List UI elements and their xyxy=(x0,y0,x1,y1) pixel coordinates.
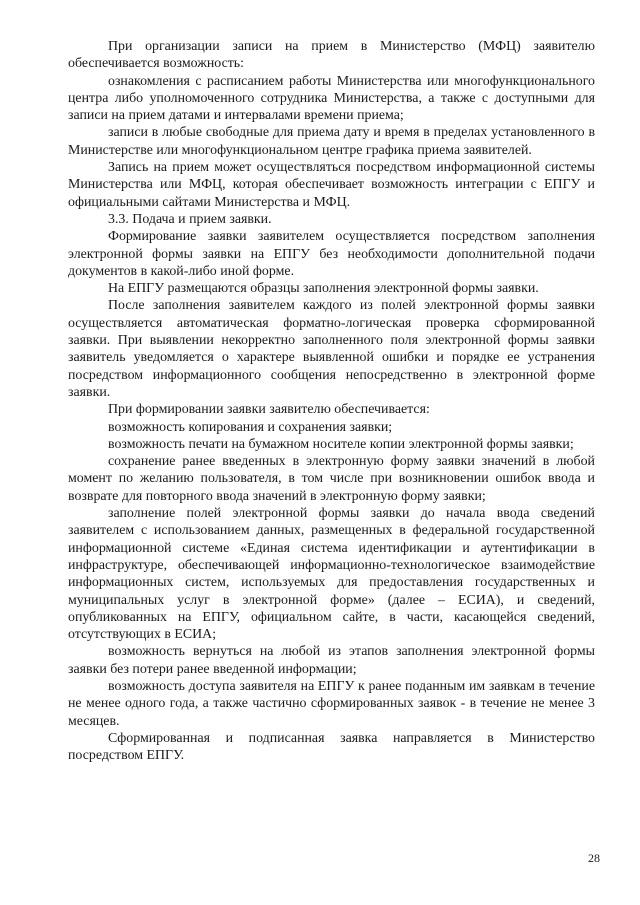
paragraph: возможность печати на бумажном носителе копии электронной формы заявки; xyxy=(108,436,574,452)
section-heading: 3.3. Подача и прием заявки. xyxy=(108,211,272,227)
document-body xyxy=(68,38,595,764)
paragraph: При формировании заявки заявителю обеспечивается: xyxy=(108,402,430,418)
paragraph: заполнение полей электронной формы заявки до начала ввода сведений заявителем с использованием данных, размещенных в федеральной государственной информационной системе «Единая система идентификации и аутентификации в инфраструктуре, обеспечивающей информационно-технологическое взаимодействие информационных систем, используемых для предоставления государственных и муниципальных услуг в электронной форме» (далее – ЕСИА), и сведений, опубликованных на ЕПГУ, официальном сайте, в части, касающейся сведений, отсутствующих в ЕСИА; xyxy=(68,506,595,643)
paragraph: Сформированная и подписанная заявка направляется в Министерство посредством ЕПГУ. xyxy=(68,730,595,764)
paragraph: На ЕПГУ размещаются образцы заполнения электронной формы заявки. xyxy=(108,281,539,297)
paragraph: При организации записи на прием в Министерство (МФЦ) заявителю обеспечивается возможность: xyxy=(68,39,595,72)
paragraph: возможность доступа заявителя на ЕПГУ к ранее поданным им заявкам в течение не менее одного года, а также частично сформированных заявок - в течение не менее 3 месяцев. xyxy=(68,678,595,729)
paragraph: возможность копирования и сохранения заявки; xyxy=(108,419,393,435)
page-number: 28 xyxy=(588,851,600,865)
paragraph: сохранение ранее введенных в электронную форму заявки значений в любой момент по желанию пользователя, в том числе при возникновении ошибок ввода и возврате для повторного ввода значений в электронную форму заявки; xyxy=(68,454,595,504)
paragraph: После заполнения заявителем каждого из полей электронной формы заявки осуществляется автоматическая форматно-логическая проверка сформированной заявки. При выявлении некорректно заполненного поля электронной формы заявки заявитель уведомляется о характере выявленной ошибки и порядке ее устранения посредством информационного сообщения непосредственно в электронной форме заявки. xyxy=(68,298,595,400)
paragraph: возможность вернуться на любой из этапов заполнения электронной формы заявки без потери ранее введенной информации; xyxy=(68,644,595,677)
paragraph: записи в любые свободные для приема дату и время в пределах установленного в Министерстве или многофункциональном центре графика приема заявителей. xyxy=(68,125,595,158)
paragraph: ознакомления с расписанием работы Министерства или многофункционального центра либо уполномоченного сотрудника Министерства, а также с доступными для записи на прием датами и интервалами времени приема; xyxy=(68,73,595,124)
paragraph: Запись на прием может осуществляться посредством информационной системы Министерства или МФЦ, которая обеспечивает возможность интеграции с ЕПГУ и официальными сайтами Министерства и МФЦ. xyxy=(68,160,595,210)
paragraph: Формирование заявки заявителем осуществляется посредством заполнения электронной формы заявки на ЕПГУ без необходимости дополнительной подачи документов в какой-либо иной форме. xyxy=(68,229,595,279)
